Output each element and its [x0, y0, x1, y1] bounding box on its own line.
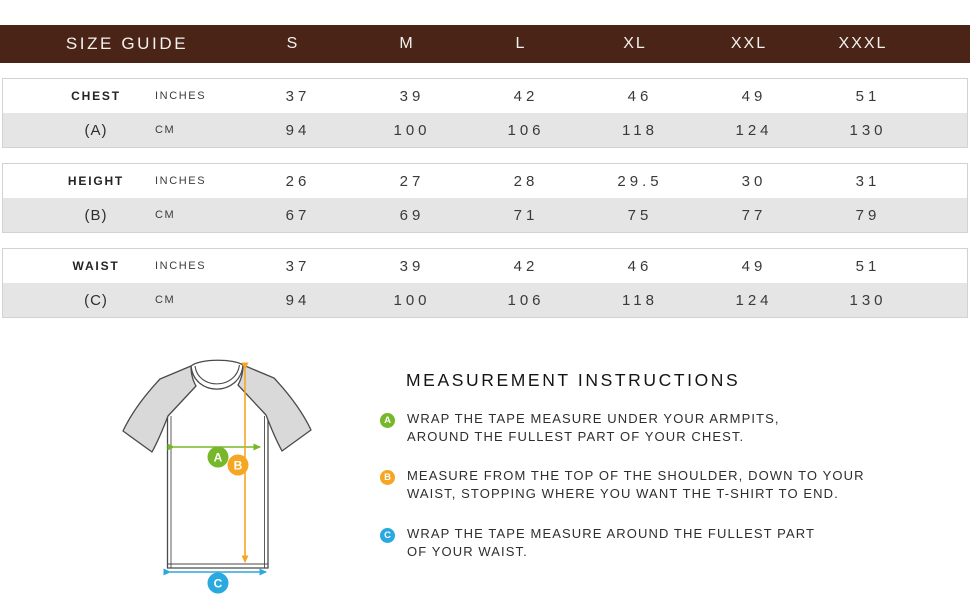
- cell-waist-cm-s: 94: [285, 291, 311, 309]
- cell-waist-in-xxxl: 51: [855, 257, 881, 275]
- cell-height-in-xl: 29.5: [617, 172, 663, 190]
- cell-waist-in-l: 42: [513, 257, 539, 275]
- instruction-b-line-1: MEASURE FROM THE TOP OF THE SHOULDER, DOWN TO YOUR: [407, 468, 865, 483]
- cell-waist-cm-l: 106: [507, 291, 545, 309]
- cell-chest-in-m: 39: [399, 87, 425, 105]
- unit-label-inches: INCHES: [155, 260, 207, 272]
- cell-chest-cm-m: 100: [393, 121, 431, 139]
- row-label-height: HEIGHT: [67, 174, 125, 188]
- row-ref-a: (A): [84, 121, 108, 139]
- tshirt-measurement-diagram: [110, 352, 320, 597]
- tshirt-body: [168, 414, 269, 568]
- cell-waist-cm-m: 100: [393, 291, 431, 309]
- instruction-c-text: [407, 525, 815, 561]
- instruction-a-text: [407, 410, 780, 446]
- cell-chest-cm-xxxl: 130: [849, 121, 887, 139]
- chest-inches-row: [3, 79, 967, 113]
- cell-chest-in-xl: 46: [627, 87, 653, 105]
- instruction-a-line-2: AROUND THE FULLEST PART OF YOUR CHEST.: [407, 429, 745, 444]
- row-label-chest: CHEST: [71, 89, 121, 103]
- cell-chest-cm-s: 94: [285, 121, 311, 139]
- instructions-title: MEASUREMENT INSTRUCTIONS: [406, 370, 741, 390]
- bullet-b-icon: B: [380, 470, 395, 485]
- cell-height-in-xxl: 30: [741, 172, 767, 190]
- page-title: SIZE GUIDE: [65, 34, 189, 53]
- unit-label-cm: CM: [155, 294, 176, 306]
- cell-height-in-xxxl: 31: [855, 172, 881, 190]
- cell-waist-cm-xxxl: 130: [849, 291, 887, 309]
- size-col-l: L: [515, 35, 527, 52]
- marker-c-badge: [208, 573, 229, 594]
- cell-height-cm-xxl: 77: [741, 206, 767, 224]
- row-ref-c: (C): [84, 291, 108, 309]
- instruction-c-line-2: OF YOUR WAIST.: [407, 544, 528, 559]
- instruction-b-text: [407, 467, 865, 503]
- bullet-a-icon: A: [380, 413, 395, 428]
- unit-label-inches: INCHES: [155, 90, 207, 102]
- size-col-xxxl: XXXL: [838, 35, 888, 52]
- cell-chest-in-s: 37: [285, 87, 311, 105]
- unit-label-cm: CM: [155, 124, 176, 136]
- chest-cm-row: [3, 113, 967, 147]
- cell-waist-cm-xxl: 124: [735, 291, 773, 309]
- bullet-c-icon: C: [380, 528, 395, 543]
- size-col-xl: XL: [623, 35, 647, 52]
- cell-chest-in-xxxl: 51: [855, 87, 881, 105]
- marker-a-badge: [208, 447, 229, 468]
- instruction-c-line-1: WRAP THE TAPE MEASURE AROUND THE FULLEST PART: [407, 526, 816, 541]
- cell-waist-in-m: 39: [399, 257, 425, 275]
- instruction-a-line-1: WRAP THE TAPE MEASURE UNDER YOUR ARMPITS,: [407, 411, 780, 426]
- cell-height-in-m: 27: [399, 172, 425, 190]
- marker-b-badge: [228, 455, 249, 476]
- marker-a-letter: A: [213, 450, 223, 465]
- cell-waist-in-xxl: 49: [741, 257, 767, 275]
- row-ref-b: (B): [84, 206, 108, 224]
- size-col-xxl: XXL: [730, 35, 768, 52]
- waist-inches-row: [3, 249, 967, 283]
- cell-height-in-s: 26: [285, 172, 311, 190]
- unit-label-cm: CM: [155, 209, 176, 221]
- instruction-item-a: [380, 410, 780, 446]
- cell-chest-cm-l: 106: [507, 121, 545, 139]
- cell-chest-cm-xl: 118: [622, 121, 658, 139]
- tshirt-collar: [191, 360, 243, 389]
- cell-height-cm-m: 69: [399, 206, 425, 224]
- marker-c-letter: C: [213, 576, 223, 591]
- waist-cm-row: [3, 283, 967, 317]
- marker-b-letter: B: [233, 458, 243, 473]
- cell-chest-in-l: 42: [513, 87, 539, 105]
- cell-waist-cm-xl: 118: [622, 291, 658, 309]
- chest-table: [2, 78, 968, 148]
- height-table: [2, 163, 968, 233]
- waist-table: [2, 248, 968, 318]
- cell-chest-in-xxl: 49: [741, 87, 767, 105]
- cell-waist-in-xl: 46: [627, 257, 653, 275]
- cell-chest-cm-xxl: 124: [735, 121, 773, 139]
- height-inches-row: [3, 164, 967, 198]
- instruction-item-b: [380, 467, 865, 503]
- cell-height-in-l: 28: [513, 172, 539, 190]
- size-col-s: S: [286, 35, 300, 52]
- unit-label-inches: INCHES: [155, 175, 207, 187]
- size-guide-header-bar: [0, 25, 970, 63]
- instruction-b-line-2: WAIST, STOPPING WHERE YOU WANT THE T-SHIRT TO END.: [407, 486, 839, 501]
- cell-height-cm-s: 67: [285, 206, 311, 224]
- cell-waist-in-s: 37: [285, 257, 311, 275]
- cell-height-cm-xxxl: 79: [855, 206, 881, 224]
- cell-height-cm-xl: 75: [627, 206, 653, 224]
- instruction-item-c: [380, 525, 815, 561]
- height-cm-row: [3, 198, 967, 232]
- cell-height-cm-l: 71: [513, 206, 539, 224]
- size-col-m: M: [399, 35, 415, 52]
- row-label-waist: WAIST: [72, 259, 120, 273]
